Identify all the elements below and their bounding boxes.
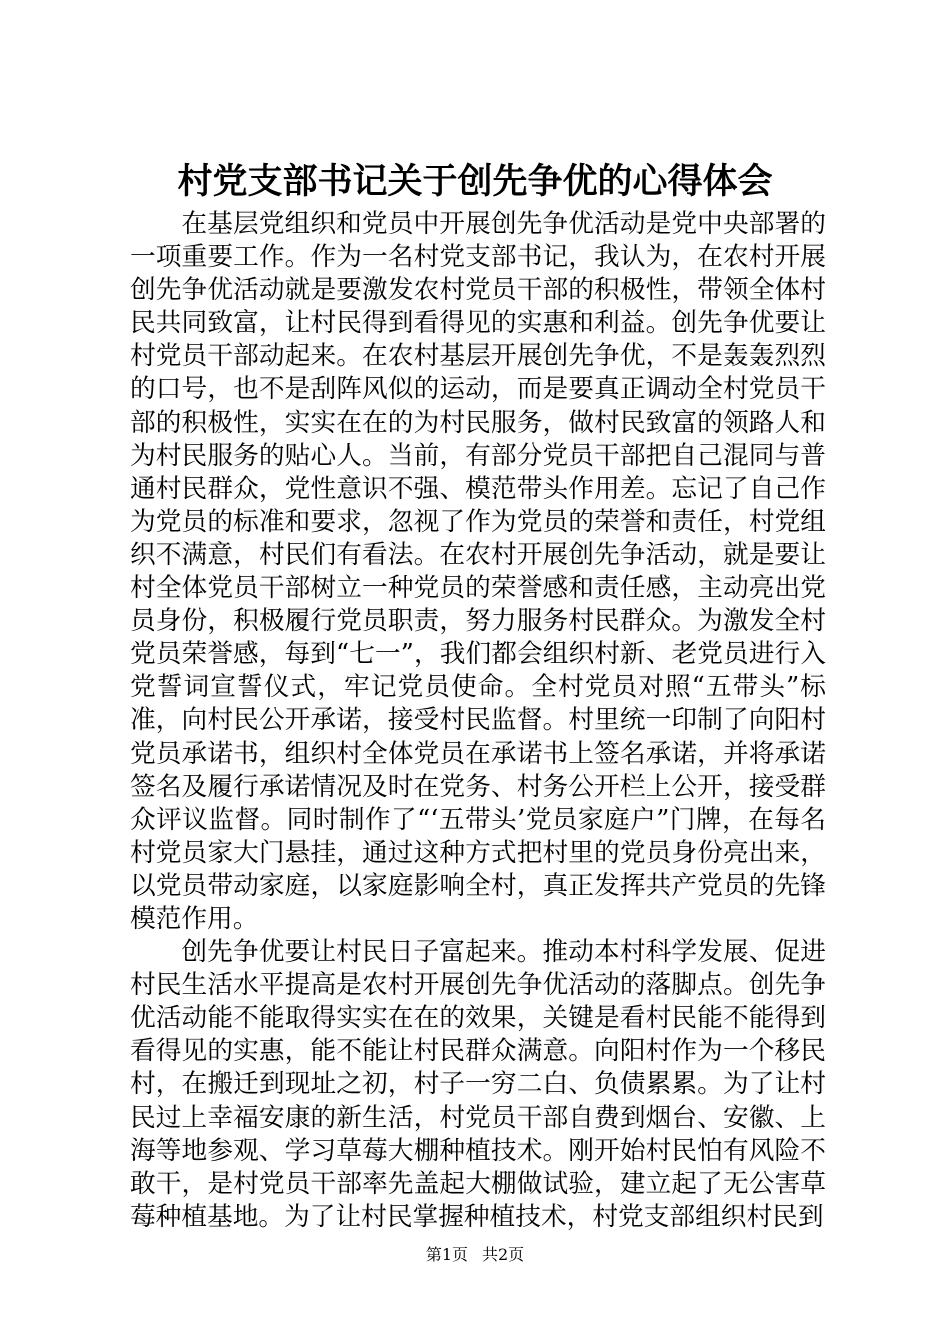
paragraph-2: 创先争优要让村民日子富起来。推动本村科学发展、促进村民生活水平提高是农村开展创先争优活动的落脚点。创先争优活动能不能取得实实在在的效果，关键是看村民能不能得到看得见的实惠，能不能让村民群众满意。向阳村作为一个移民村，在搬迁到现址之初，村子一穷二白、负债累累。为了让村民过上幸福安康的新生活，村党员干部自费到烟台、安徽、上海等地参观、学习草莓大棚种植技术。刚开始村民怕有风险不敢干，是村党员干部率先盖起大棚做试验，建立起了无公害草莓种植基地。为了让村民掌握种植技术，村党支部组织村民到 <box>130 937 826 1232</box>
page-number: 第1页 <box>425 1245 468 1264</box>
document-title: 村党支部书记关于创先争优的心得体会 <box>177 161 773 202</box>
page-total: 共2页 <box>482 1245 525 1264</box>
document-body <box>130 208 826 1234</box>
paragraph-1: 在基层党组织和党员中开展创先争优活动是党中央部署的一项重要工作。作为一名村党支部书记，我认为，在农村开展创先争优活动就是要激发农村党员干部的积极性，带领全体村民共同致富，让村民得到看得见的实惠和利益。创先争优要让村党员干部动起来。在农村基层开展创先争优，不是轰轰烈烈的口号，也不是刮阵风似的运动，而是要真正调动全村党员干部的积极性，实实在在的为村民服务，做村民致富的领路人和为村民服务的贴心人。当前，有部分党员干部把自己混同与普通村民群众，党性意识不强、模范带头作用差。忘记了自己作为党员的标准和要求，忽视了作为党员的荣誉和责任，村党组织不满意，村民们有看法。在农村开展创先争活动，就是要让村全体党员干部树立一种党员的荣誉感和责任感，主动亮出党员身份，积极履行党员职责，努力服务村民群众。为激发全村党员荣誉感，每到“七一”，我们都会组织村新、老党员进行入党誓词宣誓仪式，牢记党员使命。全村党员对照“五带头”标准，向村民公开承诺，接受村民监督。村里统一印制了向阳村党员承诺书，组织村全体党员在承诺书上签名承诺，并将承诺签名及履行承诺情况及时在党务、村务公开栏上公开，接受群众评议监督。同时制作了“‘五带头’党员家庭户”门牌，在每名村党员家大门悬挂，通过这种方式把村里的党员身份亮出来，以党员带动家庭，以家庭影响全村，真正发挥共产党员的先锋模范作用。 <box>130 209 826 934</box>
page-footer <box>0 1242 950 1265</box>
